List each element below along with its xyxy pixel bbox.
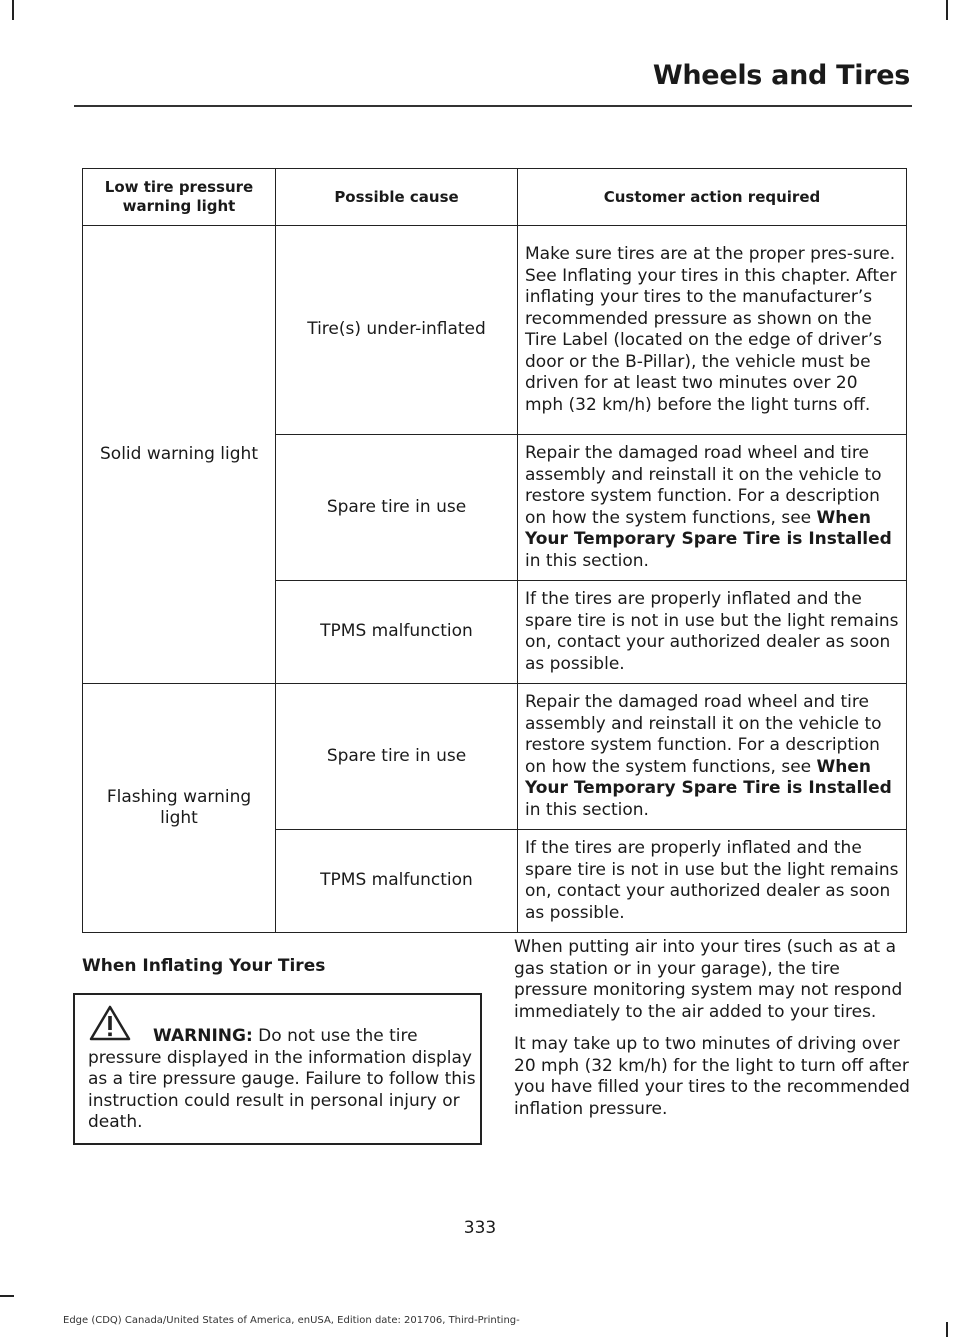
footer-text: Edge (CDQ) Canada/United States of America, enUSA, Edition date: 201706, Third-Printing-: [63, 1315, 520, 1326]
action-text: in this section.: [525, 550, 649, 571]
cause-cell: TPMS malfunction: [276, 830, 518, 933]
right-column: [514, 937, 910, 1131]
page-title: Wheels and Tires: [652, 60, 910, 91]
warning-body: Do not use the tire pressure displayed in the information display as a tire pressure gauge. Failure to follow this instruction could result in personal injury or death.: [88, 1026, 476, 1132]
action-cell: If the tires are properly inflated and the spare tire is not in use but the light remains on, contact your authorized dealer as soon as possible.: [518, 581, 907, 684]
crop-mark: [12, 0, 14, 20]
table-header-row: [83, 169, 907, 226]
action-text: in this section.: [525, 799, 649, 820]
action-cell: If the tires are properly inflated and the spare tire is not in use but the light remains on, contact your authorized dealer as soon as possible.: [518, 830, 907, 933]
table-row: [83, 226, 907, 435]
table-header-cell: Possible cause: [276, 169, 518, 226]
crop-mark: [0, 1295, 14, 1297]
action-text: Repair the damaged road wheel and tire assembly and reinstall it on the vehicle to restore system function. For a description on how the system functions, see: [525, 443, 882, 528]
cause-cell: Tire(s) under-inflated: [276, 226, 518, 435]
page-number: 333: [463, 1218, 497, 1238]
table-header-cell: Low tire pressure warning light: [83, 169, 276, 226]
action-cell: Make sure tires are at the proper pres-sure. See Inflating your tires in this chapter. After inflating your tires to the manufacturer’s recommended pressure as shown on the Tire Label (located on the edge of driver’s door or the B-Pillar), the vehicle must be driven for at least two minutes over 20 mph (32 km/h) before the light turns off.: [518, 226, 907, 435]
action-cell: [518, 435, 907, 581]
table-header-cell: Customer action required: [518, 169, 907, 226]
action-cell: [518, 684, 907, 830]
cause-cell: Spare tire in use: [276, 435, 518, 581]
cause-cell: Spare tire in use: [276, 684, 518, 830]
paragraph: It may take up to two minutes of driving over 20 mph (32 km/h) for the light to turn off after you have filled your tires to the recommended inflation pressure.: [514, 1034, 910, 1119]
action-text: Repair the damaged road wheel and tire assembly and reinstall it on the vehicle to restore system function. For a description on how the system functions, see: [525, 692, 882, 777]
warning-text: [88, 1026, 480, 1134]
crop-mark: [946, 0, 948, 20]
crop-mark: [946, 1322, 948, 1337]
cross-reference: When Your Temporary Spare Tire is Installed: [525, 756, 892, 798]
cross-reference: When Your Temporary Spare Tire is Installed: [525, 507, 892, 549]
tpms-table: [82, 168, 907, 933]
warning-label: WARNING:: [153, 1026, 253, 1046]
section-heading: When Inflating Your Tires: [82, 956, 326, 976]
cause-cell: TPMS malfunction: [276, 581, 518, 684]
paragraph: When putting air into your tires (such as at a gas station or in your garage), the tire pressure monitoring system may not respond immediately to the air added to your tires.: [514, 937, 903, 1022]
warning-light-cell: Solid warning light: [83, 226, 276, 684]
header-divider: [74, 105, 912, 107]
table-row: [83, 684, 907, 830]
warning-light-cell: Flashing warning light: [83, 684, 276, 933]
warning-box: [73, 993, 482, 1145]
